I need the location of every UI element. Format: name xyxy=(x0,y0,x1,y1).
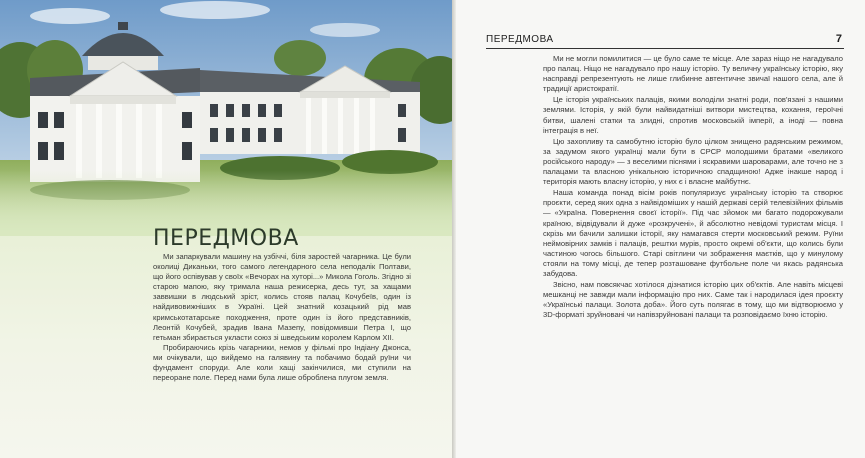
paragraph: Наша команда понад вісім років популяризує українську історію та створює проєкти, серед яких одна з найвідоміших у нашій державі серій телевізійних фільмів — «Україна. Повернення своєї історії». Під час зйомок ми багато подорожували країною, відвідували й дуже «розкручені», й абсолютно невідомі туристам місця. І скрізь ми бачили залишки історії, яку намагався стерти московський режим. Руїни неймовірних замків і палаців, рештки мурів, просто окремі об'єкти, що колись були частиною чогось більшого. Старі світлини чи зображення маєтків, що у минулому стояли на тому місці, де тепер розташоване футбольне поле чи якась радянська забудова. xyxy=(543,188,843,278)
right-body-text xyxy=(543,54,843,321)
page-heading: ПЕРЕДМОВА xyxy=(153,226,299,251)
page-number: 7 xyxy=(835,33,842,45)
paragraph: Звісно, нам повсякчас хотілося дізнатися історію цих об'єктів. Але навіть місцеві мешканці не завжди мали інформацію про них. Саме так і народилася ідея проєкту «Українські палаци. Золота доба». Його суть полягає в тому, що ми відтворюємо у 3D-форматі зруйновані чи напівзруйновані палаци та розповідаємо їхню історію. xyxy=(543,280,843,320)
paragraph: Ми не могли помилитися — це було саме те місце. Але зараз ніщо не нагадувало про палац. Ніщо не нагадувало про нашу історію. Ту величну українську історію, яку насправді репрезентують не лише глибинне автентичне звичаї нашого села, але й традиції аристократії. xyxy=(543,54,843,94)
palace-image xyxy=(0,0,452,236)
paragraph: Ми запаркували машину на узбіччі, біля заростей чагарника. Це були околиці Диканьки, того самого легендарного села неподалік Полтави, що його оспівував у своїх «Вечорах на хуторі...» Микола Гоголь. Згідно зі старою мапою, яку тримала наша режисерка, десь тут, за хащами заввишки в людський зріст, колись стояв палац Кочубеїв, один із найдивовижніших в Україні. Цей знатний козацький рід мав кримськотатарське походження, проте один із його представників, Леонтій Кочубей, зрадив Івана Мазепу, повідомивши Петра І, що гетьман збирається укласти союз зі шведським королем Карлом XII. xyxy=(153,252,411,342)
running-header-title: ПЕРЕДМОВА xyxy=(486,34,554,45)
running-header xyxy=(486,34,844,49)
paragraph: Це історія українських палаців, якими володіли знатні роди, пов'язані з нашими землями. Історія, у якій були найвидатніші витвори мистецтва, кохання, героїчні битви, шалені статки та злидні, спротив московській імперії, а іноді — повна інтеграція в неї. xyxy=(543,95,843,135)
paragraph: Цю захопливу та самобутню історію було цілком знищено радянським режимом, за задумом якого українці мали бути в СРСР молодшими братами «великого російського народу» — з веселими піснями і яскравими шароварами, але точно не з палацами та власною унікальною історичною спадщиною! Адже інакше народ і територія мають власну історію, у них є і власне майбутнє. xyxy=(543,136,843,187)
right-page xyxy=(456,0,865,458)
left-body-text xyxy=(153,252,411,383)
paragraph: Пробираючись крізь чагарники, немов у фільмі про Індіану Джонса, ми очікували, що вийдемо на галявину та побачимо бодай руїни чи фундамент споруди. Але коли хащі закінчилися, ми ступили на переоране поле. Перед нами була лише оброблена плугом земля. xyxy=(153,342,411,383)
palace-illustration xyxy=(0,0,452,236)
